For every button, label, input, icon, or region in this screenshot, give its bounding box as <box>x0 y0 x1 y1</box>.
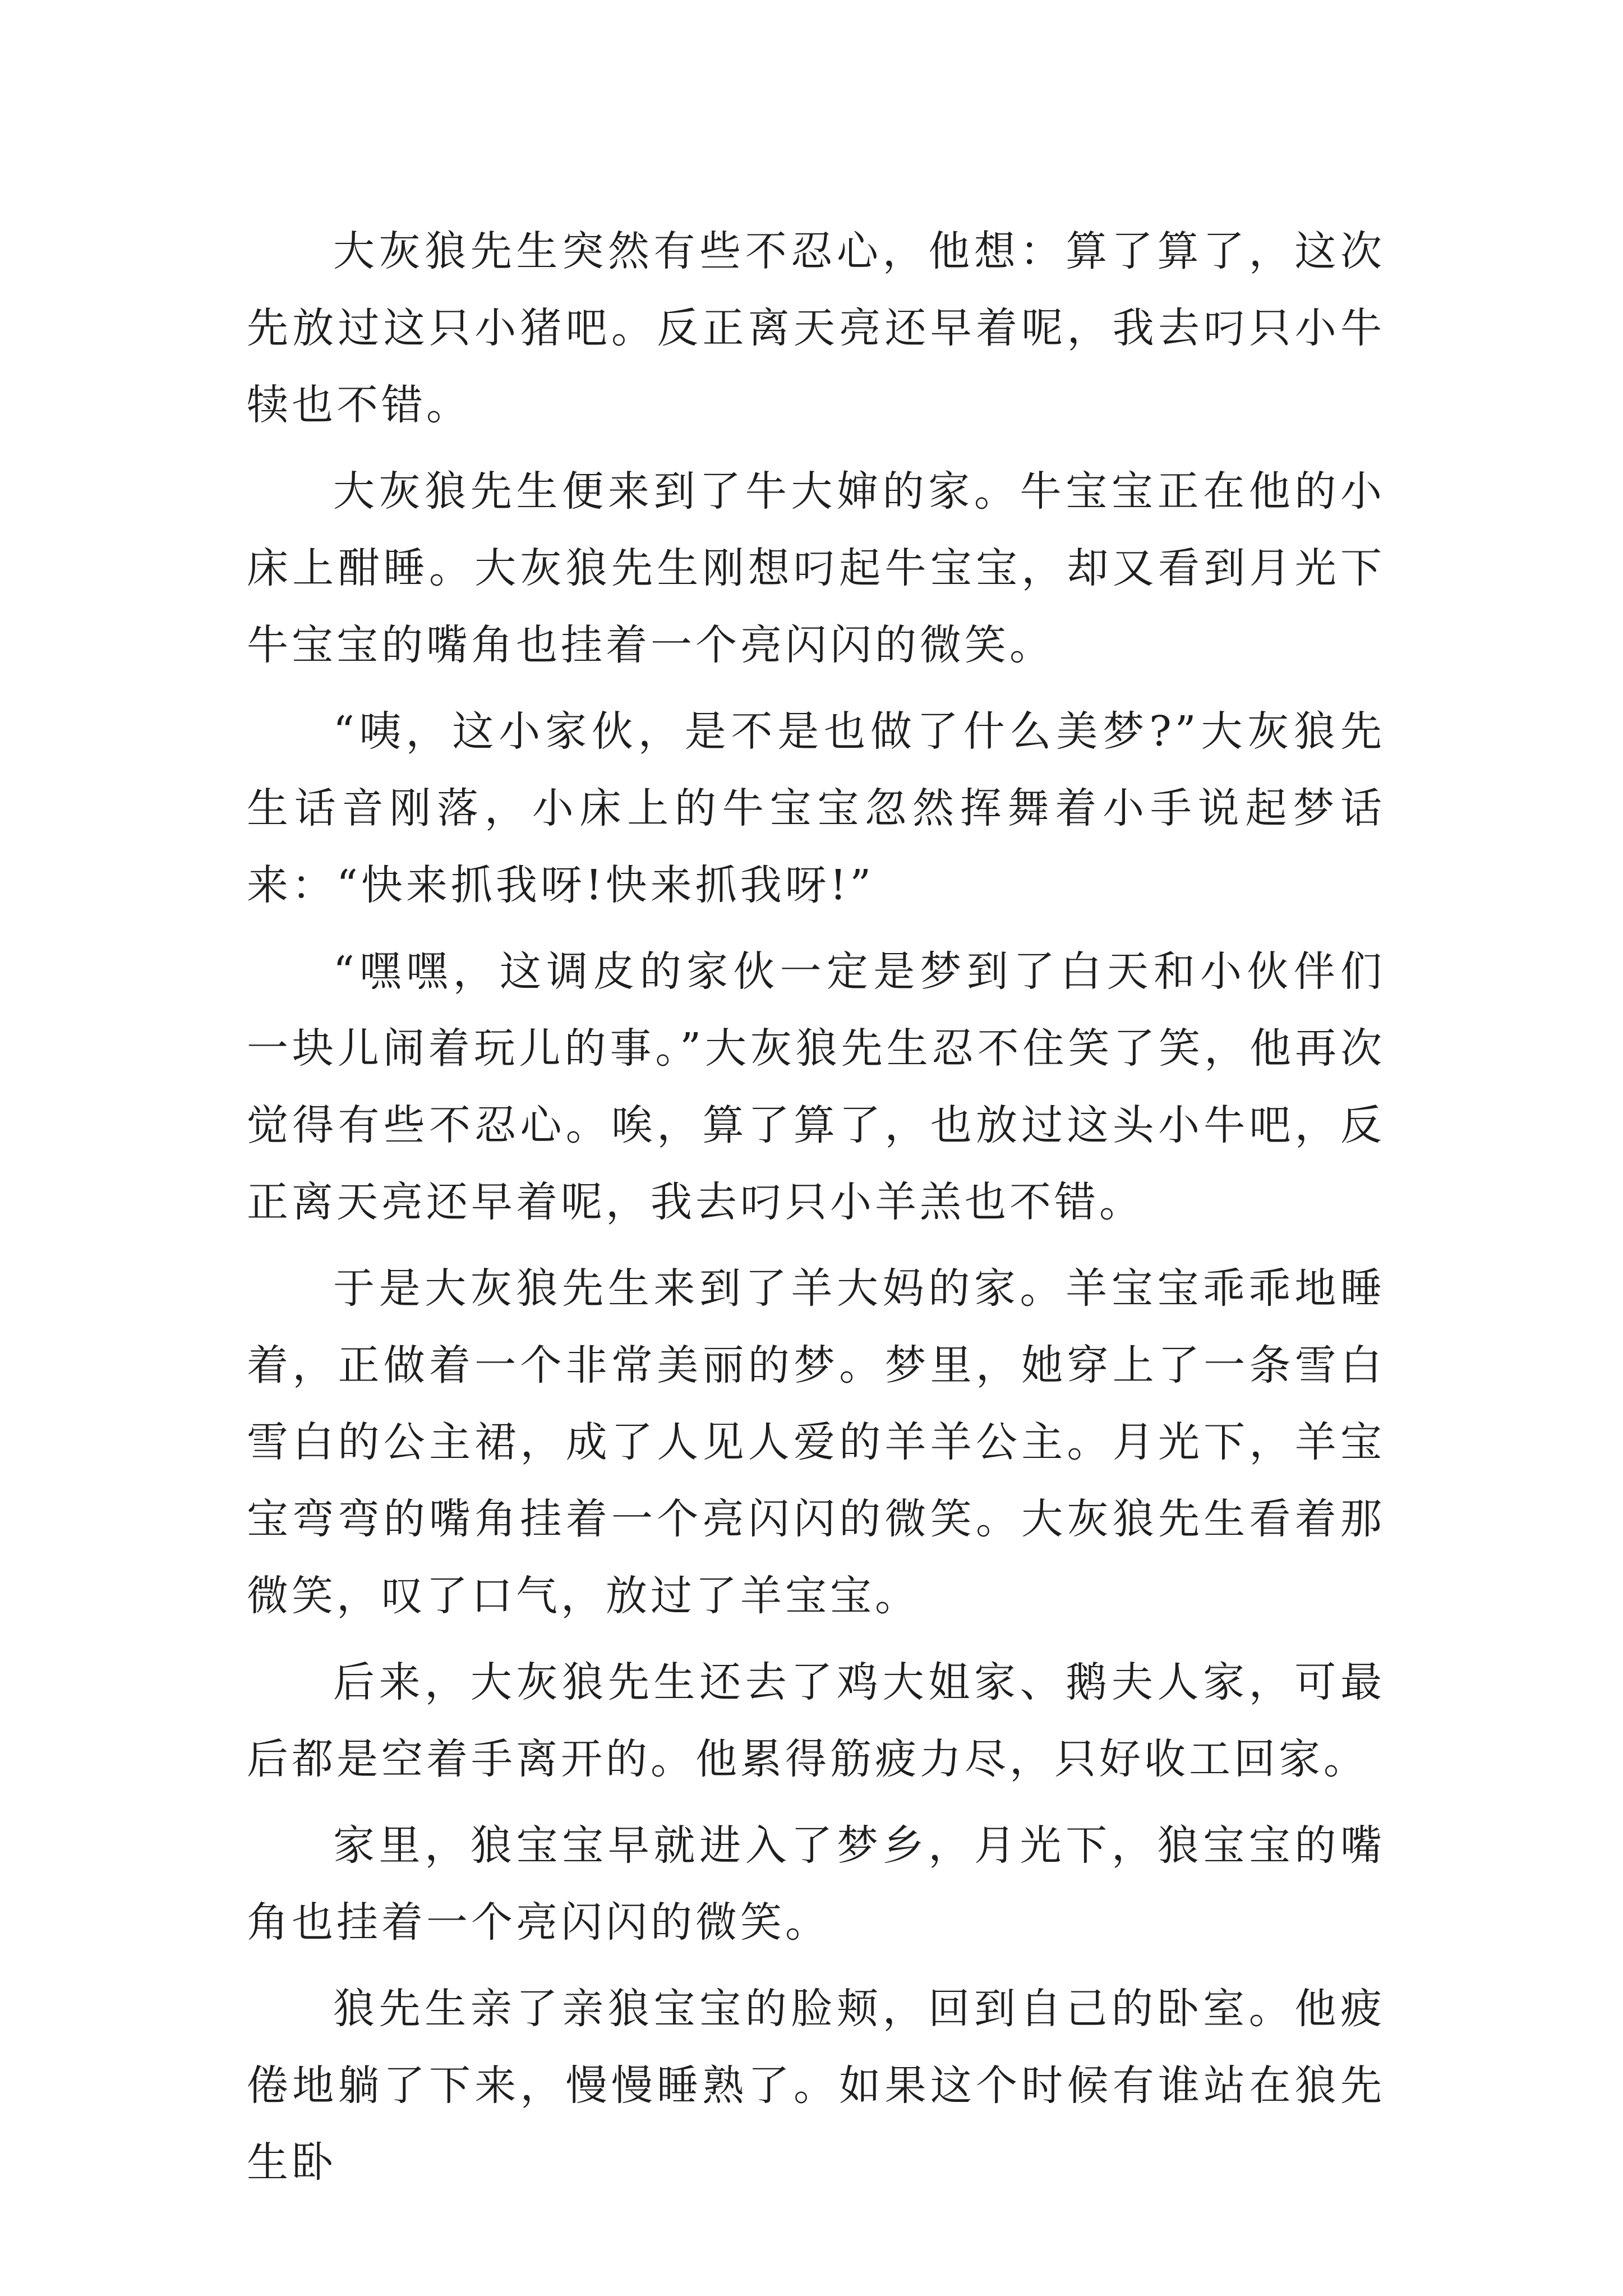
paragraph-7: 家里，狼宝宝早就进入了梦乡，月光下，狼宝宝的嘴角也挂着一个亮闪闪的微笑。 <box>247 1821 1385 1947</box>
paragraph-6: 后来，大灰狼先生还去了鸡大姐家、鹅夫人家，可最后都是空着手离开的。他累得筋疲力尽，只好收工回家。 <box>247 1658 1385 1783</box>
paragraph-3: “咦，这小家伙，是不是也做了什么美梦?”大灰狼先生话音刚落，小床上的牛宝宝忽然挥舞着小手说起梦话来：“快来抓我呀!快来抓我呀!” <box>247 707 1385 909</box>
paragraph-8: 狼先生亲了亲狼宝宝的脸颊，回到自己的卧室。他疲倦地躺了下来，慢慢睡熟了。如果这个时候有谁站在狼先生卧 <box>247 1985 1385 2187</box>
paragraph-4: “嘿嘿，这调皮的家伙一定是梦到了白天和小伙伴们一块儿闹着玩儿的事。”大灰狼先生忍不住笑了笑，他再次觉得有些不忍心。唉，算了算了，也放过这头小牛吧，反正离天亮还早着呢，我去叼只小羊羔也不错。 <box>247 947 1385 1226</box>
paragraph-1: 大灰狼先生突然有些不忍心，他想：算了算了，这次先放过这只小猪吧。反正离天亮还早着呢，我去叼只小牛犊也不错。 <box>247 227 1385 429</box>
story-text <box>247 213 1385 2211</box>
paragraph-5: 于是大灰狼先生来到了羊大妈的家。羊宝宝乖乖地睡着，正做着一个非常美丽的梦。梦里，她穿上了一条雪白雪白的公主裙，成了人见人爱的羊羊公主。月光下，羊宝宝弯弯的嘴角挂着一个亮闪闪的微笑。大灰狼先生看着那微笑，叹了口气，放过了羊宝宝。 <box>247 1264 1385 1620</box>
paragraph-2: 大灰狼先生便来到了牛大婶的家。牛宝宝正在他的小床上酣睡。大灰狼先生刚想叼起牛宝宝，却又看到月光下牛宝宝的嘴角也挂着一个亮闪闪的微笑。 <box>247 467 1385 669</box>
